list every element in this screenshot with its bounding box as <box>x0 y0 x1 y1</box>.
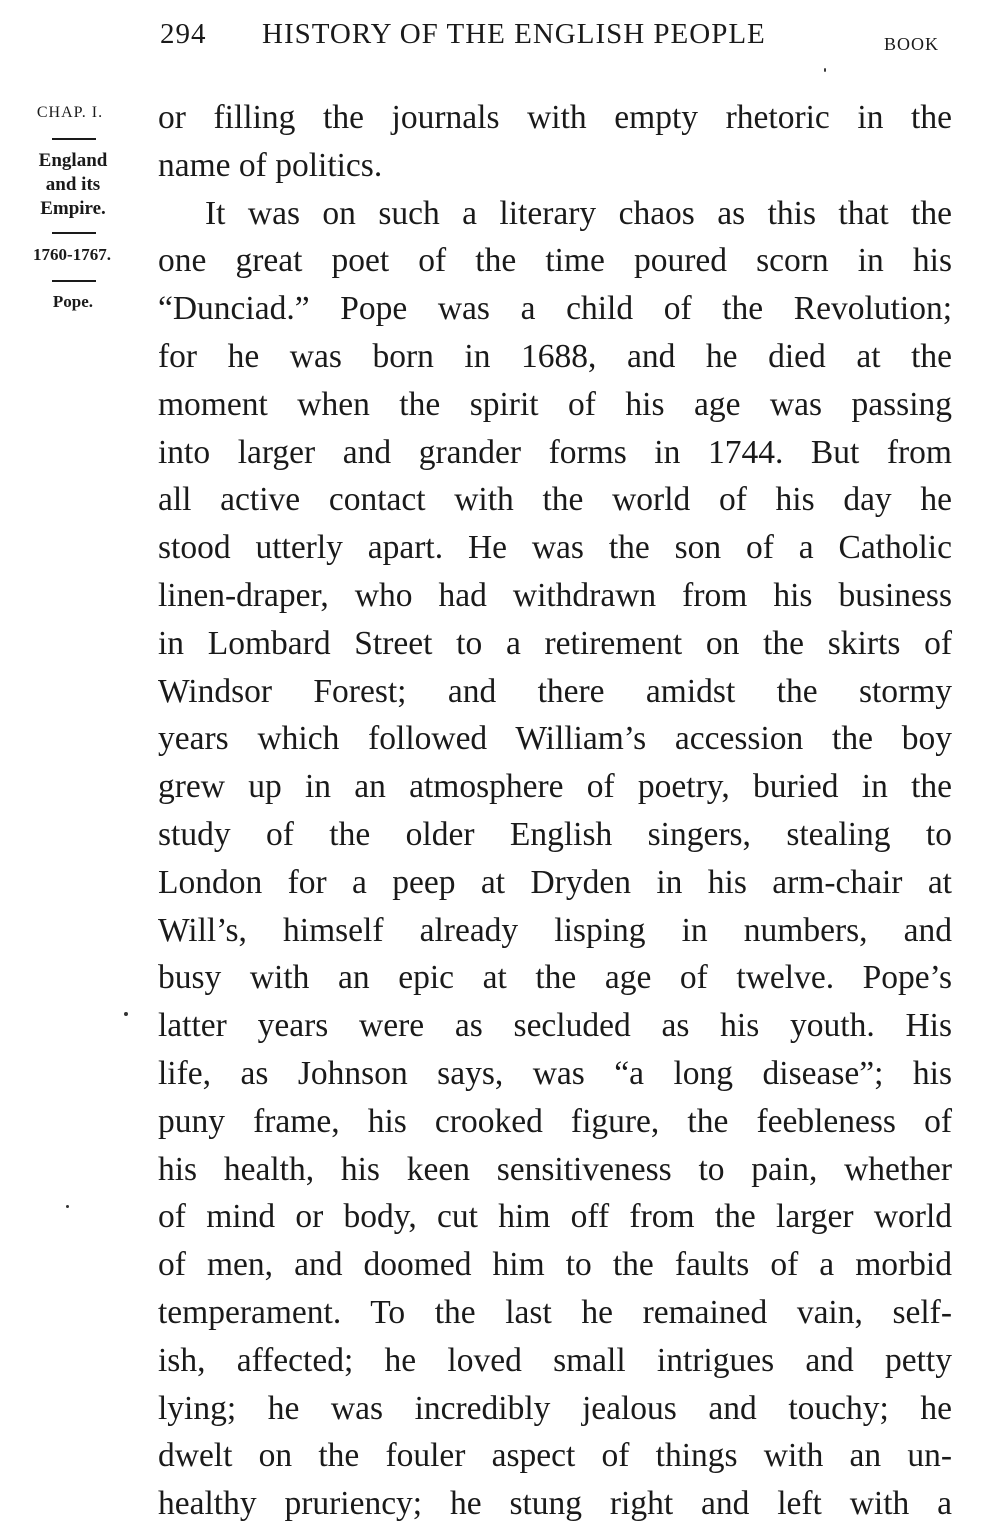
text-line: Will’s, himself already lisping in numbers, and <box>158 911 952 949</box>
margin-subject-line-1: England <box>38 150 108 171</box>
text-line: name of politics. <box>158 146 383 184</box>
margin-subject-line-2: and its <box>45 174 101 195</box>
text-line: ish, affected; he loved small intrigues and petty <box>158 1341 952 1379</box>
margin-rule-1 <box>52 138 96 140</box>
text-line: of mind or body, cut him off from the larger world <box>158 1198 952 1236</box>
ink-speck <box>824 68 826 72</box>
text-line: life, as Johnson says, was “a long disease”; his <box>158 1054 952 1092</box>
body-text <box>158 94 952 1528</box>
text-line: busy with an epic at the age of twelve. Pope’s <box>158 959 952 997</box>
text-line: Windsor Forest; and there amidst the stormy <box>158 672 952 710</box>
text-line: lying; he was incredibly jealous and touchy; he <box>158 1389 952 1427</box>
running-title: HISTORY OF THE ENGLISH PEOPLE <box>262 18 766 50</box>
margin-rule-3 <box>52 280 96 282</box>
ink-speck <box>124 1012 128 1016</box>
text-line: of men, and doomed him to the faults of a morbid <box>158 1246 952 1284</box>
text-line: in Lombard Street to a retirement on the skirts of <box>158 624 952 662</box>
text-line: healthy pruriency; he stung right and left with a <box>158 1485 952 1523</box>
text-line: for he was born in 1688, and he died at the <box>158 337 952 375</box>
text-line: “Dunciad.” Pope was a child of the Revolution; <box>158 290 952 328</box>
ink-speck <box>66 1205 69 1208</box>
text-line: or filling the journals with empty rhetoric in the <box>158 99 952 136</box>
text-line: puny frame, his crooked figure, the feebleness of <box>158 1102 952 1140</box>
text-line: It was on such a literary chaos as this that the <box>205 194 952 232</box>
text-line: temperament. To the last he remained vain, self- <box>158 1293 952 1331</box>
text-line: into larger and grander forms in 1744. But from <box>158 433 952 471</box>
text-line: study of the older English singers, stealing to <box>158 815 952 853</box>
text-line: linen-draper, who had withdrawn from his business <box>158 576 952 614</box>
text-line: dwelt on the fouler aspect of things with an un- <box>158 1437 952 1475</box>
text-line: latter years were as secluded as his youth. His <box>158 1007 952 1045</box>
page-number: 294 <box>160 18 207 50</box>
margin-chapter: CHAP. I. <box>36 104 104 121</box>
text-line: one great poet of the time poured scorn in his <box>158 242 952 280</box>
text-line: moment when the spirit of his age was passing <box>158 385 952 423</box>
margin-rule-2 <box>52 232 96 234</box>
text-line: years which followed William’s accession the boy <box>158 720 952 758</box>
book-label: BOOK <box>884 34 940 54</box>
text-line: London for a peep at Dryden in his arm-chair at <box>158 863 952 901</box>
text-line: stood utterly apart. He was the son of a Catholic <box>158 529 952 567</box>
margin-subject-line-3: Empire. <box>40 198 106 219</box>
text-line: grew up in an atmosphere of poetry, buried in the <box>158 768 952 806</box>
text-line: all active contact with the world of his day he <box>158 481 952 519</box>
text-line: his health, his keen sensitiveness to pain, whether <box>158 1150 952 1188</box>
running-head <box>0 18 1000 62</box>
margin-dates: 1760-1767. <box>33 245 111 264</box>
margin-topic: Pope. <box>52 292 94 311</box>
